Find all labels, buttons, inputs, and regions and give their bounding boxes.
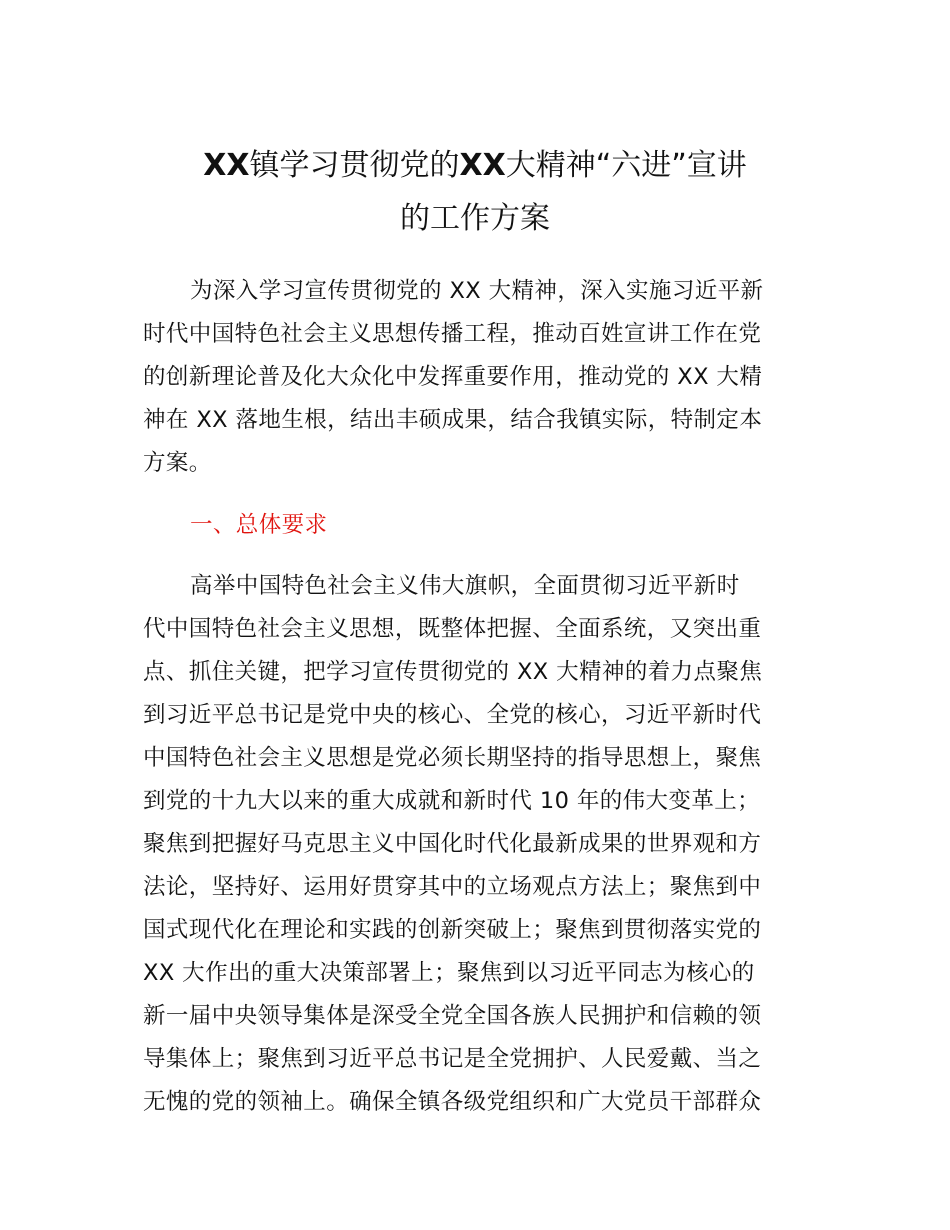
- document-title-line-1: [100, 140, 850, 192]
- intro-line-5: 方案。: [143, 450, 212, 476]
- title-text-2: 大精神“六进”宣讲: [505, 148, 747, 183]
- title-text-1: 镇学习贯彻党的: [249, 148, 460, 183]
- section1-line-5: 中国特色社会主义思想是党必须长期坚持的指导思想上，聚焦: [143, 745, 762, 771]
- title-xx-2: XX: [459, 148, 506, 183]
- title-xx-1: XX: [203, 148, 250, 183]
- intro-line-3: 的创新理论普及化大众化中发挥重要作用，推动党的 XX 大精: [143, 364, 763, 390]
- document-title-line-2: [100, 193, 850, 245]
- section1-line-12: 导集体上；聚焦到习近平总书记是全党拥护、人民爱戴、当之: [143, 1046, 762, 1072]
- intro-line-2: 时代中国特色社会主义思想传播工程，推动百姓宣讲工作在党: [143, 321, 762, 347]
- section1-line-8: 法论，坚持好、运用好贯穿其中的立场观点方法上；聚焦到中: [143, 874, 762, 900]
- section1-line-13: 无愧的党的领袖上。确保全镇各级党组织和广大党员干部群众: [143, 1089, 762, 1115]
- section-heading-general-requirements: 一、总体要求: [190, 512, 328, 538]
- section1-line-9: 国式现代化在理论和实践的创新突破上；聚焦到贯彻落实党的: [143, 917, 762, 943]
- section1-line-1: 高举中国特色社会主义伟大旗帜，全面贯彻习近平新时: [190, 573, 740, 599]
- section1-line-11: 新一届中央领导集体是深受全党全国各族人民拥护和信赖的领: [143, 1003, 762, 1029]
- section1-line-6: 到党的十九大以来的重大成就和新时代 10 年的伟大变革上；: [143, 788, 761, 814]
- section1-line-10: XX 大作出的重大决策部署上；聚焦到以习近平同志为核心的: [143, 960, 755, 986]
- intro-line-4: 神在 XX 落地生根，结出丰硕成果，结合我镇实际，特制定本: [143, 407, 763, 433]
- section1-line-3: 点、抓住关键，把学习宣传贯彻党的 XX 大精神的着力点聚焦: [143, 659, 763, 685]
- section1-line-4: 到习近平总书记是党中央的核心、全党的核心，习近平新时代: [143, 702, 762, 728]
- section1-line-2: 代中国特色社会主义思想，既整体把握、全面系统，又突出重: [143, 616, 762, 642]
- intro-line-1: 为深入学习宣传贯彻党的 XX 大精神，深入实施习近平新: [190, 278, 764, 304]
- title-text-3: 的工作方案: [400, 201, 550, 236]
- section1-line-7: 聚焦到把握好马克思主义中国化时代化最新成果的世界观和方: [143, 831, 762, 857]
